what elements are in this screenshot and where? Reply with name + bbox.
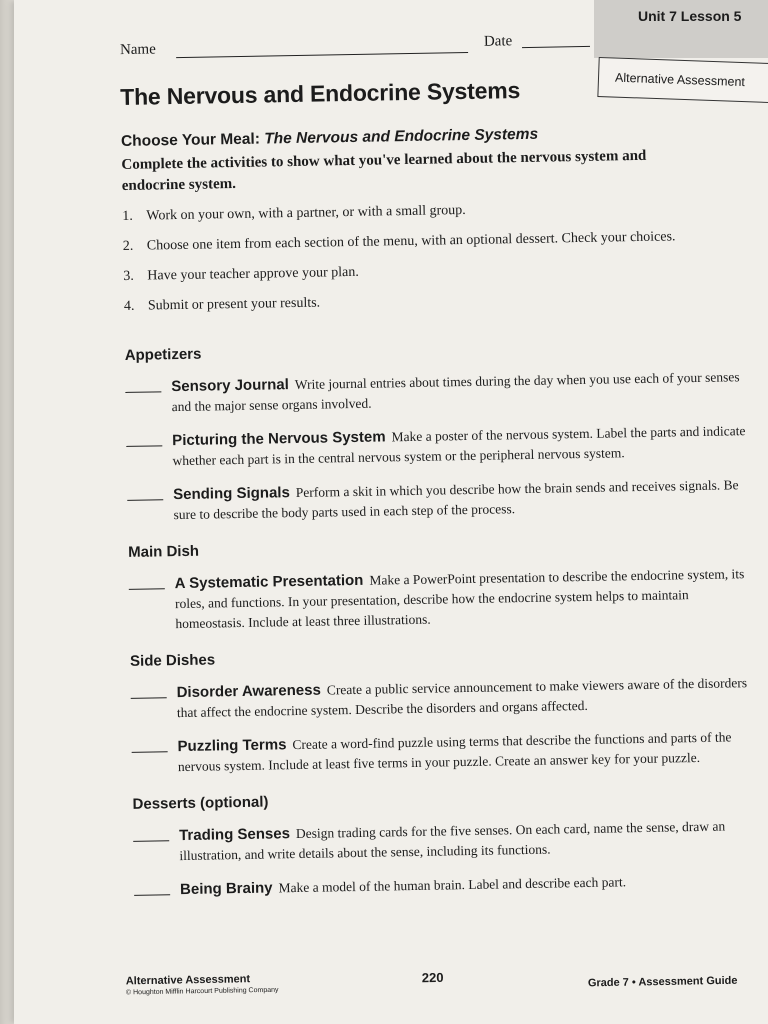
menu-item-name: Disorder Awareness: [176, 681, 322, 702]
step-text: Submit or present your results.: [147, 295, 321, 314]
choice-checkbox-line[interactable]: [126, 431, 162, 447]
step-number: 1.: [122, 208, 133, 224]
footer-right: Grade 7 • Assessment Guide: [587, 974, 738, 990]
menu-item-body: [176, 673, 755, 723]
date-field[interactable]: [522, 46, 590, 48]
menu-item-description: Create a word-find puzzle using terms that describe the functions and parts of the nervous system. Include at least five terms in your puzzle. Create an answer key for your puzzle.: [177, 729, 732, 775]
menu-item-name: Sending Signals: [173, 484, 290, 504]
choice-checkbox-line[interactable]: [133, 826, 169, 842]
menu-item-body: [179, 816, 758, 866]
step-number: 4.: [123, 298, 135, 314]
menu-item-body: [172, 421, 751, 471]
menu-item-description: Make a PowerPoint presentation to describe the endocrine system, its roles, and functions. In your presentation, describe how the endocrine system helps to maintain homeostasis. Include at least three illustrations.: [174, 566, 745, 632]
choice-checkbox-line[interactable]: [129, 574, 165, 590]
footer-left: [126, 973, 279, 997]
step-text: Have your teacher approve your plan.: [147, 264, 359, 284]
steps-list: [122, 198, 754, 329]
name-date-row: [120, 32, 590, 64]
menu-item-name: Sensory Journal: [171, 376, 289, 396]
menu-item-description: Perform a skit in which you describe how the brain sends and receives signals. Be sure to describe the body parts used in each step of the process.: [173, 477, 739, 523]
choice-checkbox-line[interactable]: [134, 880, 170, 896]
menu-item-name: Trading Senses: [178, 825, 291, 845]
choice-checkbox-line[interactable]: [130, 683, 166, 699]
subtitle-prefix: Choose Your Meal:: [120, 130, 261, 150]
unit-label: Unit 7 Lesson 5: [638, 8, 742, 24]
menu-item-name: Picturing the Nervous System: [172, 428, 386, 450]
section-heading: Side Dishes: [129, 651, 216, 670]
worksheet-content: [120, 70, 764, 915]
menu-item: [134, 870, 764, 901]
menu-item: [125, 367, 756, 418]
section-heading: Appetizers: [124, 345, 202, 364]
menu-item-body: [180, 870, 758, 900]
menu-item-description: Create a public service announcement to make viewers aware of the disorders that affect the endocrine system. Describe the disorders and organs affected.: [176, 675, 748, 721]
footer-title: Alternative Assessment: [125, 973, 251, 988]
menu-item: [126, 421, 757, 472]
page-number: 220: [421, 969, 444, 986]
unit-tab: [594, 0, 768, 58]
section-heading: Desserts (optional): [132, 793, 269, 813]
page-stack-edge: [0, 0, 14, 1024]
menu-item-body: [171, 367, 750, 417]
instructions-intro: Complete the activities to show what you've learned about the nervous system and endocrine system.: [121, 147, 647, 194]
menu-item-body: [173, 475, 752, 525]
menu-item-body: [177, 727, 756, 777]
worksheet-page: [14, 0, 768, 1024]
subtitle-topic: The Nervous and Endocrine Systems: [264, 125, 539, 148]
menu-item: [129, 564, 760, 635]
copyright-text: © Houghton Mifflin Harcourt Publishing Company: [125, 986, 279, 997]
section-heading: Main Dish: [128, 542, 200, 561]
menu-item: [131, 727, 762, 778]
menu-item-description: Make a model of the human brain. Label and describe each part.: [278, 874, 627, 896]
choice-checkbox-line[interactable]: [127, 485, 163, 501]
menu-item-description: Make a poster of the nervous system. Label the parts and indicate whether each part is in the central nervous system or the peripheral nervous system.: [172, 423, 746, 469]
menu-item: [130, 673, 761, 724]
choice-checkbox-line[interactable]: [125, 377, 161, 393]
choice-checkbox-line[interactable]: [131, 737, 167, 753]
menu-item-name: A Systematic Presentation: [174, 571, 364, 593]
step-text: Choose one item from each section of the menu, with an optional dessert. Check your choices.: [146, 229, 676, 254]
page-footer: [126, 965, 747, 1016]
menu-item: [133, 816, 764, 867]
menu-sections: [125, 336, 765, 901]
name-field[interactable]: [176, 52, 468, 58]
menu-item-description: Write journal entries about times during the day when you use each of your senses and the major sense organs involved.: [171, 369, 740, 415]
name-label: Name: [119, 41, 156, 59]
menu-item: [127, 475, 758, 526]
page-title: The Nervous and Endocrine Systems: [120, 77, 521, 110]
menu-item-description: Design trading cards for the five senses. On each card, name the sense, draw an illustration, and write details about the sense, including its functions.: [179, 818, 726, 864]
step-number: 2.: [122, 238, 134, 254]
menu-item-name: Puzzling Terms: [177, 736, 287, 756]
assessment-type-label: Alternative Assessment: [614, 70, 746, 90]
step-number: 3.: [123, 268, 134, 284]
menu-item-name: Being Brainy: [179, 879, 273, 899]
step-text: Work on your own, with a partner, or with a small group.: [146, 202, 466, 224]
menu-item-body: [175, 564, 754, 634]
date-label: Date: [483, 33, 513, 50]
